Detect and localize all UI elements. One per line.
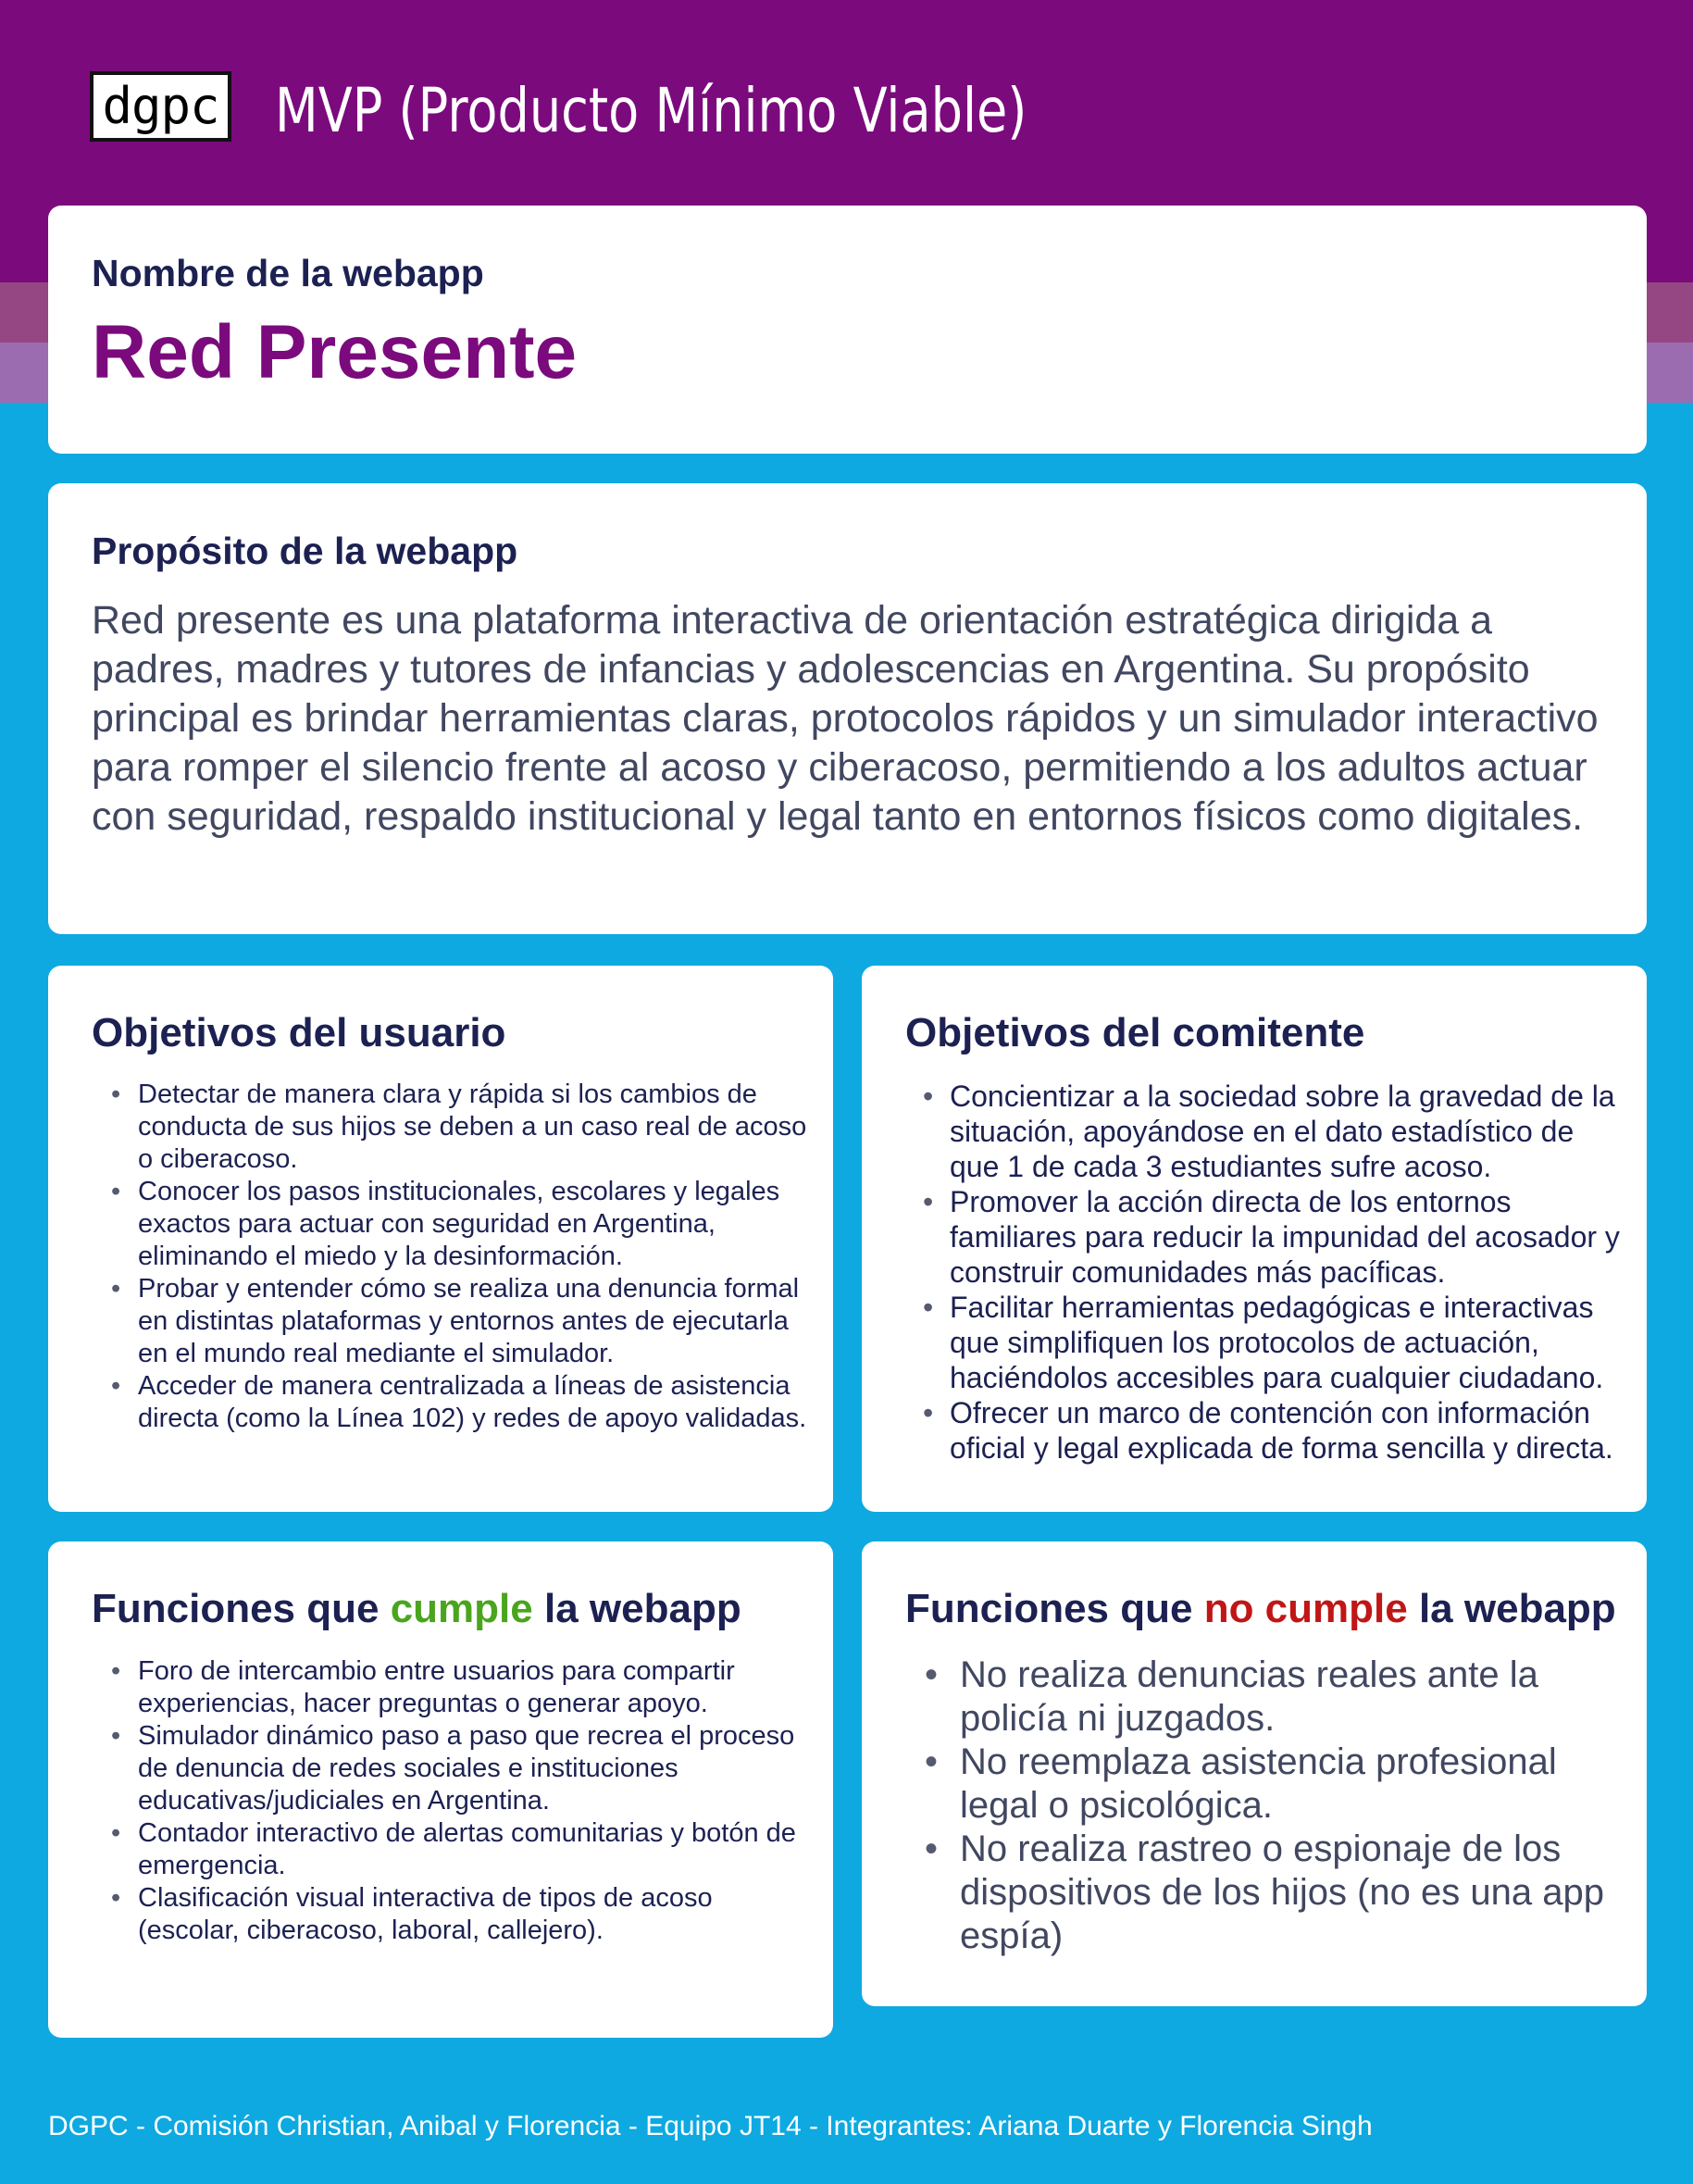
highlight-no-cumple: no cumple <box>1203 1586 1408 1631</box>
client-objectives-list <box>908 1079 1630 1466</box>
list-item: • Contador interactivo de alertas comunitarias y botón de emergencia. <box>96 1817 818 1882</box>
list-item: • Ofrecer un marco de contención con información oficial y legal explicada de forma sencilla y directa. <box>908 1395 1630 1466</box>
highlight-cumple: cumple <box>390 1586 533 1631</box>
user-objectives-heading: Objetivos del usuario <box>92 1010 506 1055</box>
list-item: • Conocer los pasos institucionales, escolares y legales exactos para actuar con seguridad en Argentina, eliminando el miedo y la desinformación. <box>96 1176 818 1273</box>
list-item: • No reemplaza asistencia profesional legal o psicológica. <box>904 1741 1608 1828</box>
functions-no-card <box>862 1541 1647 2006</box>
heading-prefix: Funciones que <box>92 1586 391 1631</box>
functions-no-heading <box>905 1586 1616 1632</box>
functions-yes-heading <box>92 1586 741 1632</box>
list-item: • Concientizar a la sociedad sobre la gravedad de la situación, apoyándose en el dato estadístico de que 1 de cada 3 estudiantes sufre acoso. <box>908 1079 1630 1184</box>
footer-credits: DGPC - Comisión Christian, Anibal y Florencia - Equipo JT14 - Integrantes: Ariana Duarte y Florencia Singh <box>48 2111 1373 2141</box>
client-objectives-heading: Objetivos del comitente <box>905 1010 1365 1055</box>
functions-yes-list <box>96 1655 818 1947</box>
heading-suffix: la webapp <box>1407 1586 1616 1631</box>
client-objectives-card <box>862 966 1647 1512</box>
list-item: • No realiza denuncias reales ante la policía ni juzgados. <box>904 1654 1608 1741</box>
name-card <box>48 206 1647 454</box>
user-objectives-list <box>96 1079 818 1435</box>
list-item: • No realiza rastreo o espionaje de los dispositivos de los hijos (no es una app espía) <box>904 1828 1608 1958</box>
purpose-card <box>48 483 1647 934</box>
purpose-label: Propósito de la webapp <box>92 530 518 572</box>
list-item: • Clasificación visual interactiva de tipos de acoso (escolar, ciberacoso, laboral, callejero). <box>96 1882 818 1947</box>
purpose-text: Red presente es una plataforma interactiva de orientación estratégica dirigida a padres, madres y tutores de infancias y adolescencias en Argentina. Su propósito principal es brindar herramientas claras, protocolos rápidos y un simulador interactivo para romper el silencio frente al acoso y ciberacoso, permitiendo a los adultos actuar con seguridad, respaldo institucional y legal tanto en entornos físicos como digitales. <box>92 598 1599 839</box>
app-name: Red Presente <box>92 310 578 394</box>
dgpc-logo <box>90 71 231 142</box>
name-label: Nombre de la webapp <box>92 252 484 294</box>
list-item: • Detectar de manera clara y rápida si los cambios de conducta de sus hijos se deben a un caso real de acoso o ciberacoso. <box>96 1079 818 1176</box>
list-item: • Promover la acción directa de los entornos familiares para reducir la impunidad del acosador y construir comunidades más pacíficas. <box>908 1184 1630 1290</box>
functions-yes-card <box>48 1541 833 2038</box>
list-item: • Simulador dinámico paso a paso que recrea el proceso de denuncia de redes sociales e instituciones educativas/judiciales en Argentina. <box>96 1720 818 1817</box>
functions-no-list <box>904 1654 1608 1958</box>
user-objectives-card <box>48 966 833 1512</box>
logo-text: dgpc <box>102 77 219 135</box>
list-item: • Probar y entender cómo se realiza una denuncia formal en distintas plataformas y entornos antes de ejecutarla en el mundo real mediante el simulador. <box>96 1273 818 1370</box>
list-item: • Acceder de manera centralizada a líneas de asistencia directa (como la Línea 102) y redes de apoyo validadas. <box>96 1370 818 1435</box>
list-item: • Facilitar herramientas pedagógicas e interactivas que simplifiquen los protocolos de actuación, haciéndolos accesibles para cualquier ciudadano. <box>908 1290 1630 1395</box>
page-title: MVP (Producto Mínimo Viable) <box>275 75 1027 146</box>
heading-prefix: Funciones que <box>905 1586 1204 1631</box>
heading-suffix: la webapp <box>532 1586 741 1631</box>
list-item: • Foro de intercambio entre usuarios para compartir experiencias, hacer preguntas o generar apoyo. <box>96 1655 818 1720</box>
